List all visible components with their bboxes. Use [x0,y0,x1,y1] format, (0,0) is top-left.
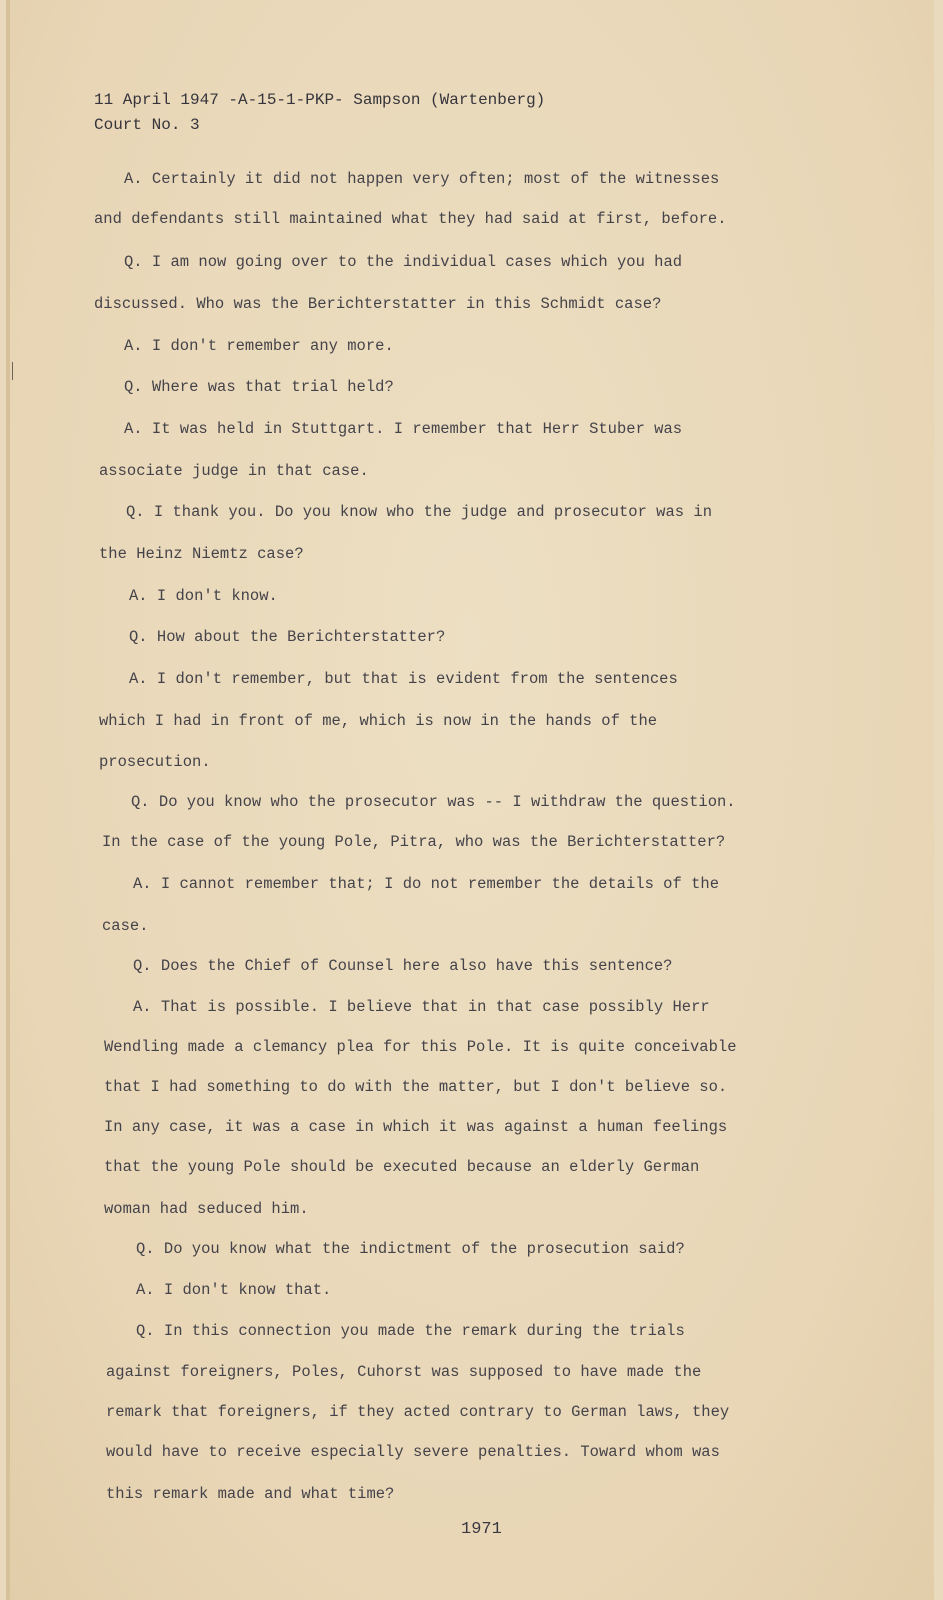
text-line: Q. Where was that trial held? [124,378,394,396]
text-line: A. Certainly it did not happen very often; most of the witnesses [124,170,720,188]
text-line: A. I don't know that. [136,1281,332,1299]
text-line: the Heinz Niemtz case? [99,545,304,563]
margin-mark [12,362,13,380]
text-line: would have to receive especially severe penalties. Toward whom was [106,1443,720,1461]
text-line: and defendants still maintained what they had said at first, before. [94,210,727,228]
text-line: against foreigners, Poles, Cuhorst was supposed to have made the [106,1363,702,1381]
text-line: Q. I thank you. Do you know who the judge and prosecutor was in [126,503,712,521]
text-line: this remark made and what time? [106,1485,395,1503]
header-line-1: 11 April 1947 -A-15-1-PKP- Sampson (Wartenberg) [94,91,546,109]
text-line: A. I cannot remember that; I do not remember the details of the [133,875,719,893]
text-line: Q. How about the Berichterstatter? [129,628,446,646]
header-line-2: Court No. 3 [94,116,200,134]
text-line: Q. Do you know what the indictment of the prosecution said? [136,1240,685,1258]
text-line: prosecution. [99,753,211,771]
text-line: In the case of the young Pole, Pitra, who was the Berichterstatter? [102,833,726,851]
text-line: A. I don't remember, but that is evident from the sentences [129,670,678,688]
text-line: A. I don't know. [129,587,278,605]
page-number: 1971 [461,1520,502,1539]
text-line: case. [102,917,149,935]
text-line: Q. Do you know who the prosecutor was -- I withdraw the question. [131,793,736,811]
text-line: Q. In this connection you made the remark during the trials [136,1322,685,1340]
text-line: that I had something to do with the matter, but I don't believe so. [104,1078,728,1096]
text-line: A. It was held in Stuttgart. I remember that Herr Stuber was [124,420,683,438]
document-page [6,0,934,1600]
text-line: associate judge in that case. [99,462,369,480]
text-line: woman had seduced him. [104,1200,309,1218]
text-line: which I had in front of me, which is now in the hands of the [99,712,658,730]
text-line: Wendling made a clemancy plea for this Pole. It is quite conceivable [104,1038,737,1056]
text-line: In any case, it was a case in which it was against a human feelings [104,1118,728,1136]
text-line: Q. I am now going over to the individual cases which you had [124,253,683,271]
document-header [94,88,545,138]
page-edge [6,0,10,1600]
text-line: A. I don't remember any more. [124,337,394,355]
text-line: Q. Does the Chief of Counsel here also have this sentence? [133,957,673,975]
text-line: that the young Pole should be executed because an elderly German [104,1158,700,1176]
text-line: remark that foreigners, if they acted contrary to German laws, they [106,1403,730,1421]
text-line: A. That is possible. I believe that in that case possibly Herr [133,998,710,1016]
text-line: discussed. Who was the Berichterstatter in this Schmidt case? [94,295,662,313]
